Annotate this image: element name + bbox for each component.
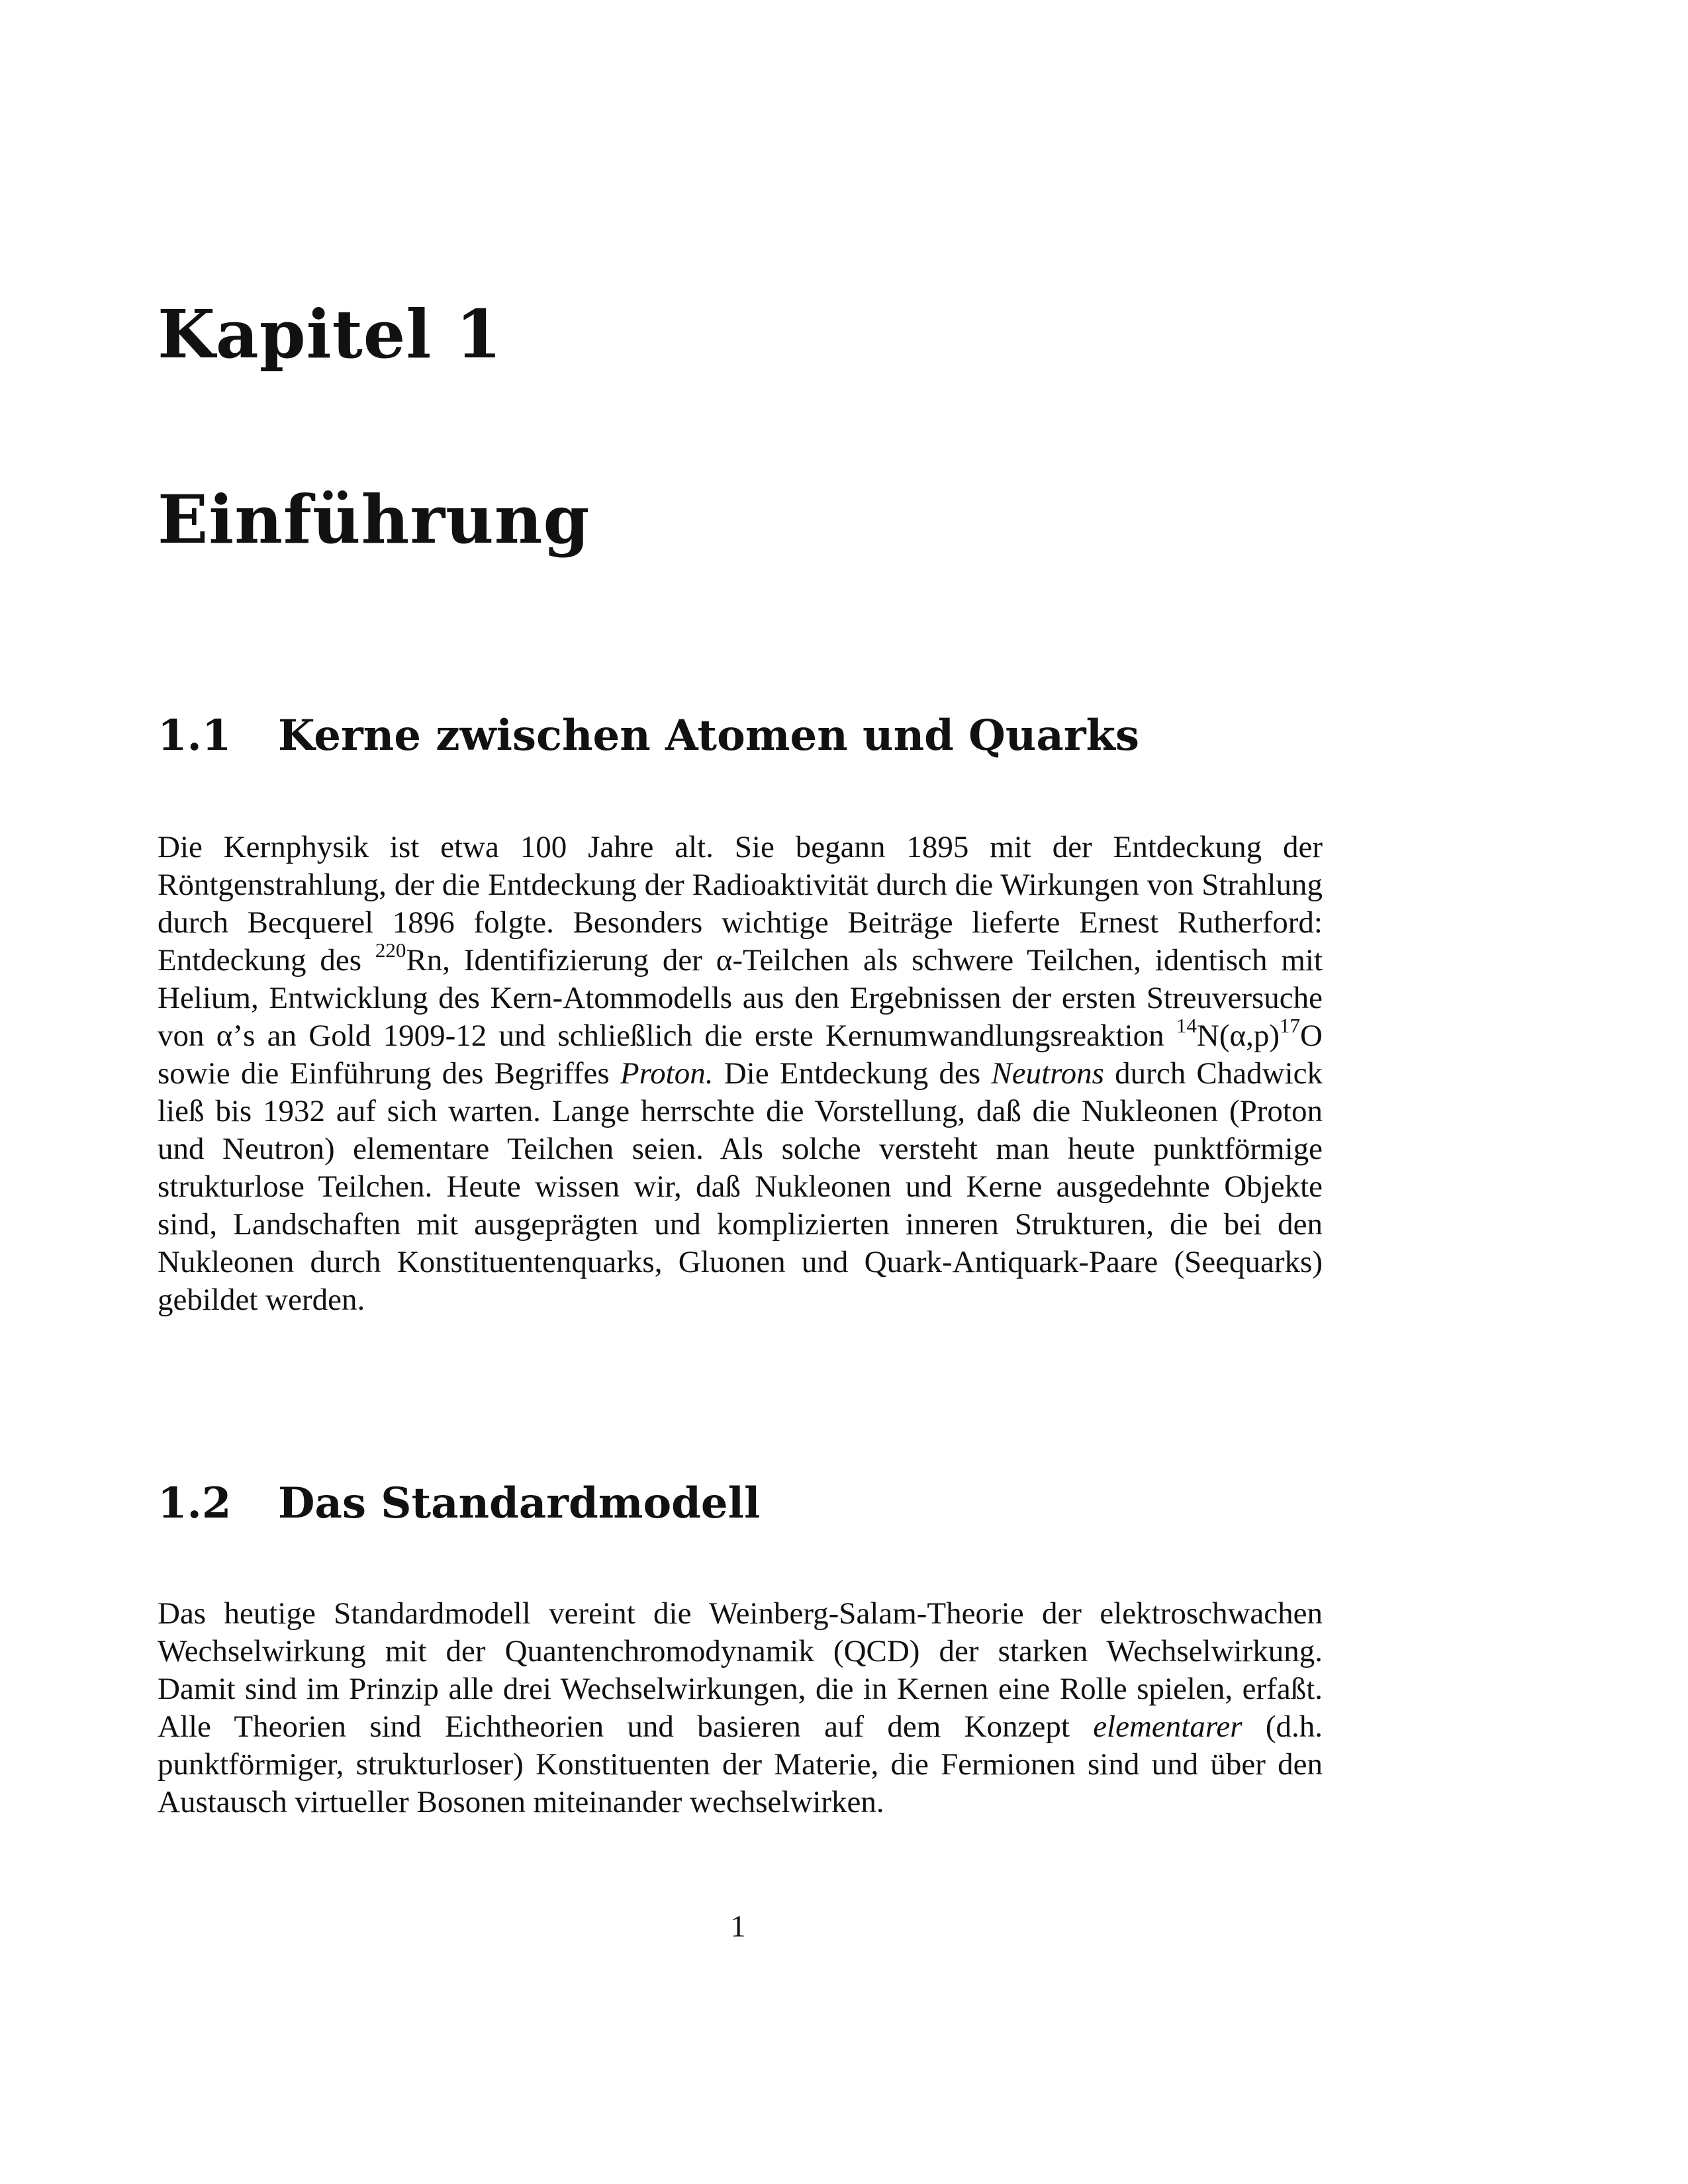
superscript-mass-number: 17 (1280, 1014, 1301, 1037)
emphasis-elementarer: elementarer (1093, 1709, 1243, 1744)
emphasis-neutrons: Neutrons (991, 1056, 1104, 1091)
page-number: 1 (730, 1909, 746, 1944)
section-heading-1-1 (158, 711, 1139, 760)
emphasis-proton: Proton. (620, 1056, 714, 1091)
section-number: 1.1 (158, 711, 232, 760)
text-run: O sowie die Einführung des Begriffes (158, 1019, 1323, 1091)
superscript-mass-number: 14 (1176, 1014, 1197, 1037)
section-1-1-paragraph (158, 829, 1323, 1319)
text-run: Rn, Identifizierung der α-Teilchen als schwere Teilchen, identisch mit Helium, Entwicklung des Kern-Atommodells aus den Ergebnissen der ersten Streuversuche von α’s an Gold 1909-12 und schließlich die erste Kernumwandlungsreaktion (158, 943, 1323, 1053)
chapter-label: Kapitel 1 (158, 295, 502, 373)
text-run: Die Entdeckung des (713, 1056, 992, 1091)
text-run: Die Kernphysik ist etwa 100 Jahre alt. Sie begann 1895 mit der Entdeckung der Röntgenstrahlung, der die Entdeckung der Radioaktivität durch die Wirkungen von Strahlung durch Becquerel 1896 folgte. Besonders wichtige Beiträge lieferte Ernest Rutherford: Entdeckung des (158, 830, 1323, 978)
text-run: durch Chadwick ließ bis 1932 auf sich warten. Lange herrschte die Vorstellung, daß die Nukleonen (Proton und Neutron) elementare Teilchen seien. Als solche versteht man heute punktförmige strukturlose Teilchen. Heute wissen wir, daß Nukleonen und Kerne ausgedehnte Objekte sind, Landschaften mit ausgeprägten und komplizierten inneren Strukturen, die bei den Nukleonen durch Konstituentenquarks, Gluonen und Quark-Antiquark-Paare (Seequarks) gebildet werden. (158, 1056, 1323, 1317)
chapter-title: Einführung (158, 480, 590, 559)
section-title: Das Standardmodell (278, 1479, 761, 1528)
superscript-mass-number: 220 (375, 938, 406, 962)
text-run: N(α,p) (1196, 1019, 1280, 1053)
section-1-2-paragraph (158, 1595, 1323, 1821)
text-run: (d.h. punktförmiger, strukturloser) Konstituenten der Materie, die Fermionen sind und über den Austausch virtueller Bosonen miteinander wechselwirken. (158, 1709, 1323, 1819)
section-number: 1.2 (158, 1479, 232, 1528)
section-heading-1-2 (158, 1479, 761, 1528)
section-title: Kerne zwischen Atomen und Quarks (278, 711, 1139, 760)
text-run: Das heutige Standardmodell vereint die Weinberg-Salam-Theorie der elektroschwachen Wechselwirkung mit der Quantenchromodynamik (QCD) der starken Wechselwirkung. Damit sind im Prinzip alle drei Wechselwirkungen, die in Kernen eine Rolle spielen, erfaßt. Alle Theorien sind Eichtheorien und basieren auf dem Konzept (158, 1596, 1323, 1744)
